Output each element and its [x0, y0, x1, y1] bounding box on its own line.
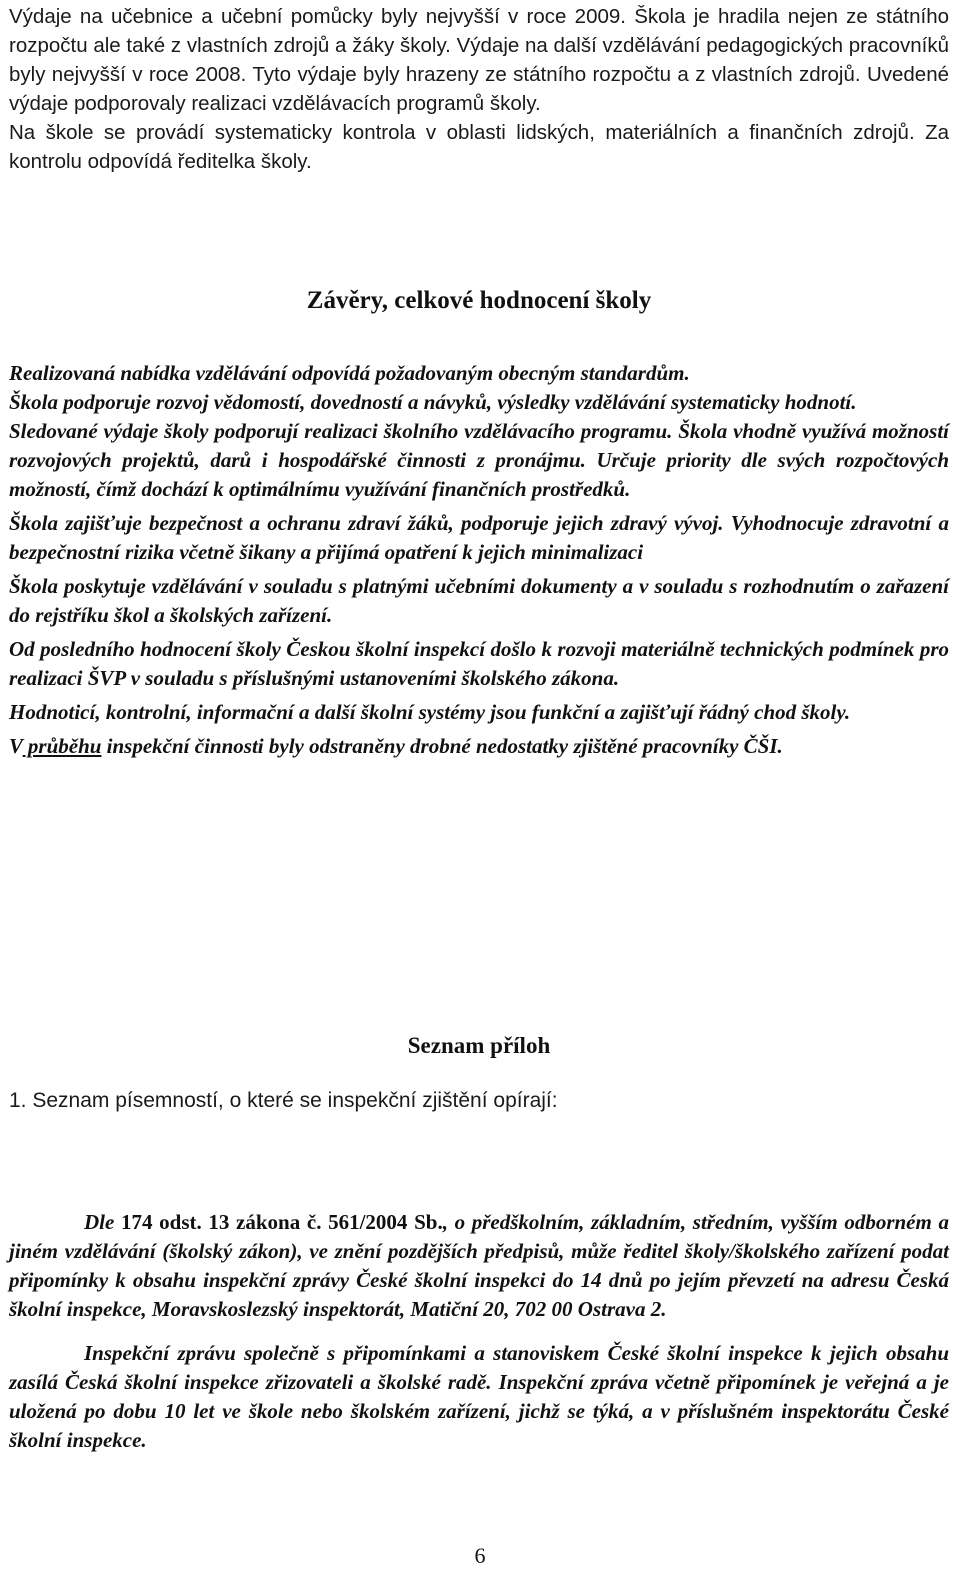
legal-reference: 174 odst. 13 zákona č. 561/2004 Sb. [120, 1210, 443, 1234]
legal-paragraph-2: Inspekční zprávu společně s připomínkami a stanoviskem České školní inspekce k jejich obsahu zasílá Česká školní inspekce zřizovateli a školské radě. Inspekční zpráva včetně připomínek je veřejná a je uložená po dobu 10 let ve škole nebo školském zařízení, jichž se týká, a v příslušném inspektorátu České školní inspekce. [9, 1341, 949, 1452]
attachments-heading: Seznam příloh [407, 1033, 551, 1058]
attachment-item-1: 1. Seznam písemností, o které se inspekční zjištění opírají: [9, 1089, 558, 1112]
conclusion-paragraph-8 [9, 732, 949, 761]
conclusion-paragraph-5: Škola poskytuje vzdělávání v souladu s platnými učebními dokumenty a v souladu s rozhodnutím o zařazení do rejstříku škol a školských zařízení. [9, 574, 949, 627]
p8-prefix: V [9, 734, 23, 758]
intro-paragraph-control: Na škole se provádí systematicky kontrola v oblasti lidských, materiálních a finančních zdrojů. Za kontrolu odpovídá ředitelka školy. [9, 121, 949, 173]
legal-paragraph-1 [9, 1208, 949, 1324]
page-number: 6 [474, 1543, 486, 1568]
conclusion-paragraph-6: Od posledního hodnocení školy Českou školní inspekcí došlo k rozvoji materiálně technických podmínek pro realizaci ŠVP v souladu s příslušnými ustanoveními školského zákona. [9, 637, 949, 690]
conclusion-paragraph-2: Škola podporuje rozvoj vědomostí, dovedností a návyků, výsledky vzdělávání systematicky hodnotí. [9, 390, 857, 414]
legal-text: , o předškolním, základním, středním, vyšším odborném a jiném vzdělávání (školský zákon), ve znění pozdějších předpisů, může ředitel školy/školského zařízení podat připomínky k obsahu inspekční zprávy České školní inspekci do 14 dnů po jejím převzetí na adresu Česká školní inspekce, Moravskoslezský inspektorát, Matiční 20, 702 00 Ostrava 2. [9, 1210, 949, 1321]
intro-section [9, 2, 949, 176]
legal-section [9, 1208, 949, 1455]
p8-underlined: průběhu [22, 734, 102, 758]
conclusions-heading: Závěry, celkové hodnocení školy [306, 287, 652, 314]
conclusion-paragraph-1: Realizovaná nabídka vzdělávání odpovídá požadovaným obecným standardům. [9, 361, 690, 385]
conclusions-section [9, 359, 949, 761]
intro-paragraph-expenses: Výdaje na učebnice a učební pomůcky byly nejvyšší v roce 2009. Škola je hradila nejen ze státního rozpočtu ale také z vlastních zdrojů a žáky školy. Výdaje na další vzdělávání pedagogických pracovníků byly nejvyšší v roce 2008. Tyto výdaje byly hrazeny ze státního rozpočtu a z vlastních zdrojů. Uvedené výdaje podporovaly realizaci vzdělávacích programů školy. [9, 5, 949, 115]
conclusion-paragraph-3: Sledované výdaje školy podporují realizaci školního vzdělávacího programu. Škola vhodně využívá možností rozvojových projektů, darů i hospodářské činnosti z pronájmu. Určuje priority dle svých rozpočtových možností, čímž dochází k optimálnímu využívání finančních prostředků. [9, 419, 949, 501]
attachments-section [9, 1086, 949, 1115]
conclusion-paragraph-4: Škola zajišťuje bezpečnost a ochranu zdraví žáků, podporuje jejich zdravý vývoj. Vyhodnocuje zdravotní a bezpečnostní rizika včetně šikany a přijímá opatření k jejich minimalizaci [9, 511, 949, 564]
legal-dle: Dle [84, 1210, 121, 1234]
p8-rest: inspekční činnosti byly odstraněny drobné nedostatky zjištěné pracovníky ČŠI. [101, 734, 783, 758]
conclusion-paragraph-7: Hodnoticí, kontrolní, informační a další školní systémy jsou funkční a zajišťují řádný chod školy. [9, 700, 851, 724]
